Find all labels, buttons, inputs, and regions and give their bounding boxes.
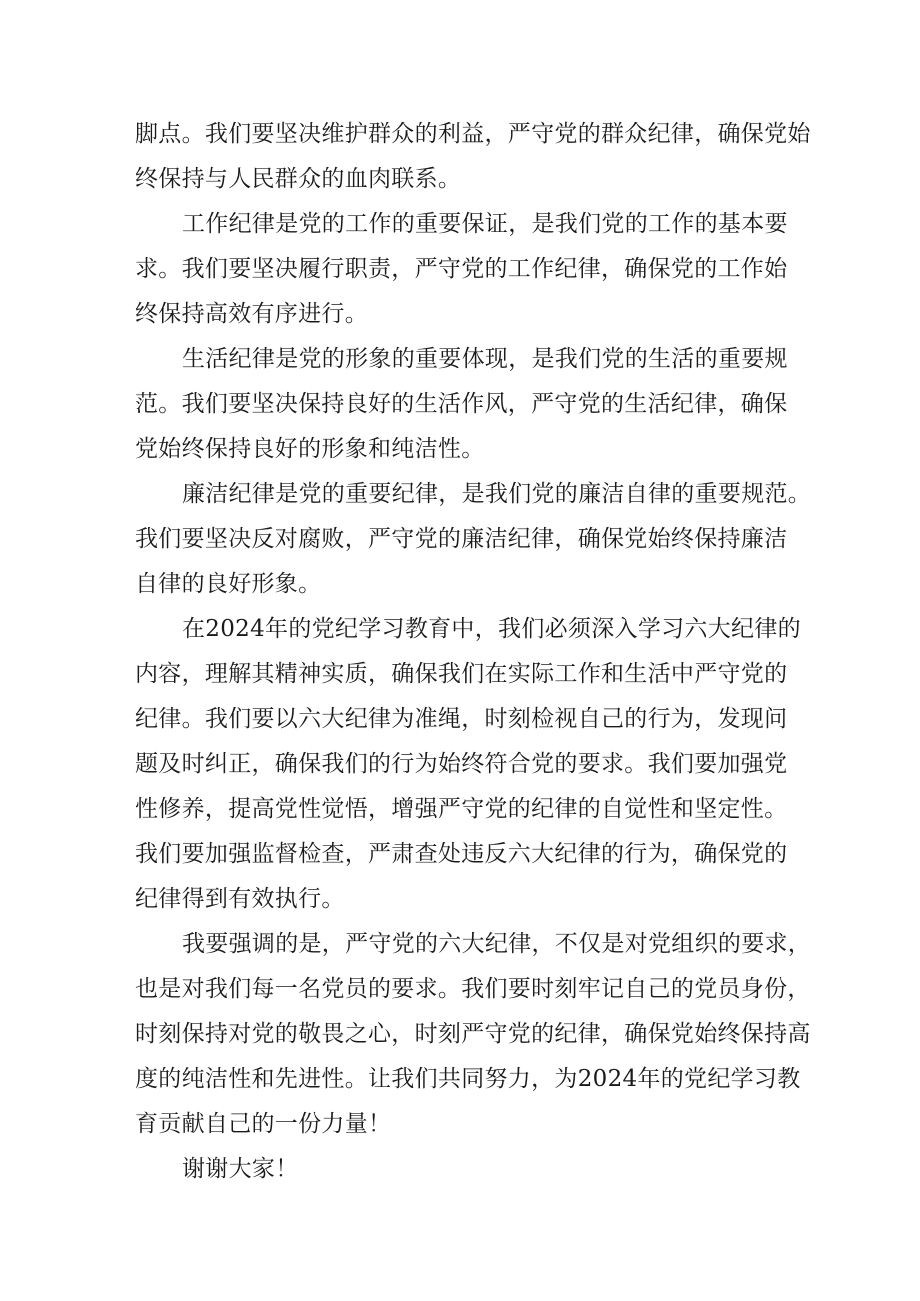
paragraph-integrity-discipline: 廉洁纪律是党的重要纪律，是我们党的廉洁自律的重要规范。 [182,481,812,507]
text-line: 题及时纠正，确保我们的行为始终符合党的要求。我们要加强党 [135,751,788,777]
text-line: 纪律。我们要以六大纪律为准绳，时刻检视自己的行为，发现问 [135,706,788,732]
paragraph-emphasis: 我要强调的是，严守党的六大纪律，不仅是对党组织的要求， [182,931,812,957]
text-line: 党始终保持良好的形象和纯洁性。 [135,436,485,462]
paragraph-2024-education: 在2024年的党纪学习教育中，我们必须深入学习六大纪律的 [182,616,801,642]
paragraph-life-discipline: 生活纪律是党的形象的重要体现，是我们党的生活的重要规 [182,346,788,372]
text-line: 我们要加强监督检查，严肃查处违反六大纪律的行为，确保党的 [135,841,788,867]
text-line: 我们要坚决反对腐败，严守党的廉洁纪律，确保党始终保持廉洁 [135,526,788,552]
text-line: 脚点。我们要坚决维护群众的利益，严守党的群众纪律，确保党始 [135,121,811,147]
text-line: 性修养，提高党性觉悟，增强严守党的纪律的自觉性和坚定性。 [135,796,788,822]
text-line: 求。我们要坚决履行职责，严守党的工作纪律，确保党的工作始 [135,256,788,282]
text-line: 时刻保持对党的敬畏之心，时刻严守党的纪律，确保党始终保持高 [135,1021,811,1047]
text-line: 也是对我们每一名党员的要求。我们要时刻牢记自己的党员身份， [135,976,811,1002]
text-line: 内容，理解其精神实质，确保我们在实际工作和生活中严守党的 [135,661,788,687]
closing-thanks: 谢谢大家！ [182,1156,299,1182]
paragraph-work-discipline: 工作纪律是党的工作的重要保证，是我们党的工作的基本要 [182,211,788,237]
text-line: 终保持高效有序进行。 [135,301,368,327]
document-body [135,112,812,1192]
text-line: 自律的良好形象。 [135,571,322,597]
text-line: 终保持与人民群众的血肉联系。 [135,166,462,192]
text-line: 纪律得到有效执行。 [135,886,345,912]
text-line: 度的纯洁性和先进性。让我们共同努力，为2024年的党纪学习教 [135,1066,801,1092]
text-line: 范。我们要坚决保持良好的生活作风，严守党的生活纪律，确保 [135,391,788,417]
text-line: 育贡献自己的一份力量！ [135,1111,392,1137]
